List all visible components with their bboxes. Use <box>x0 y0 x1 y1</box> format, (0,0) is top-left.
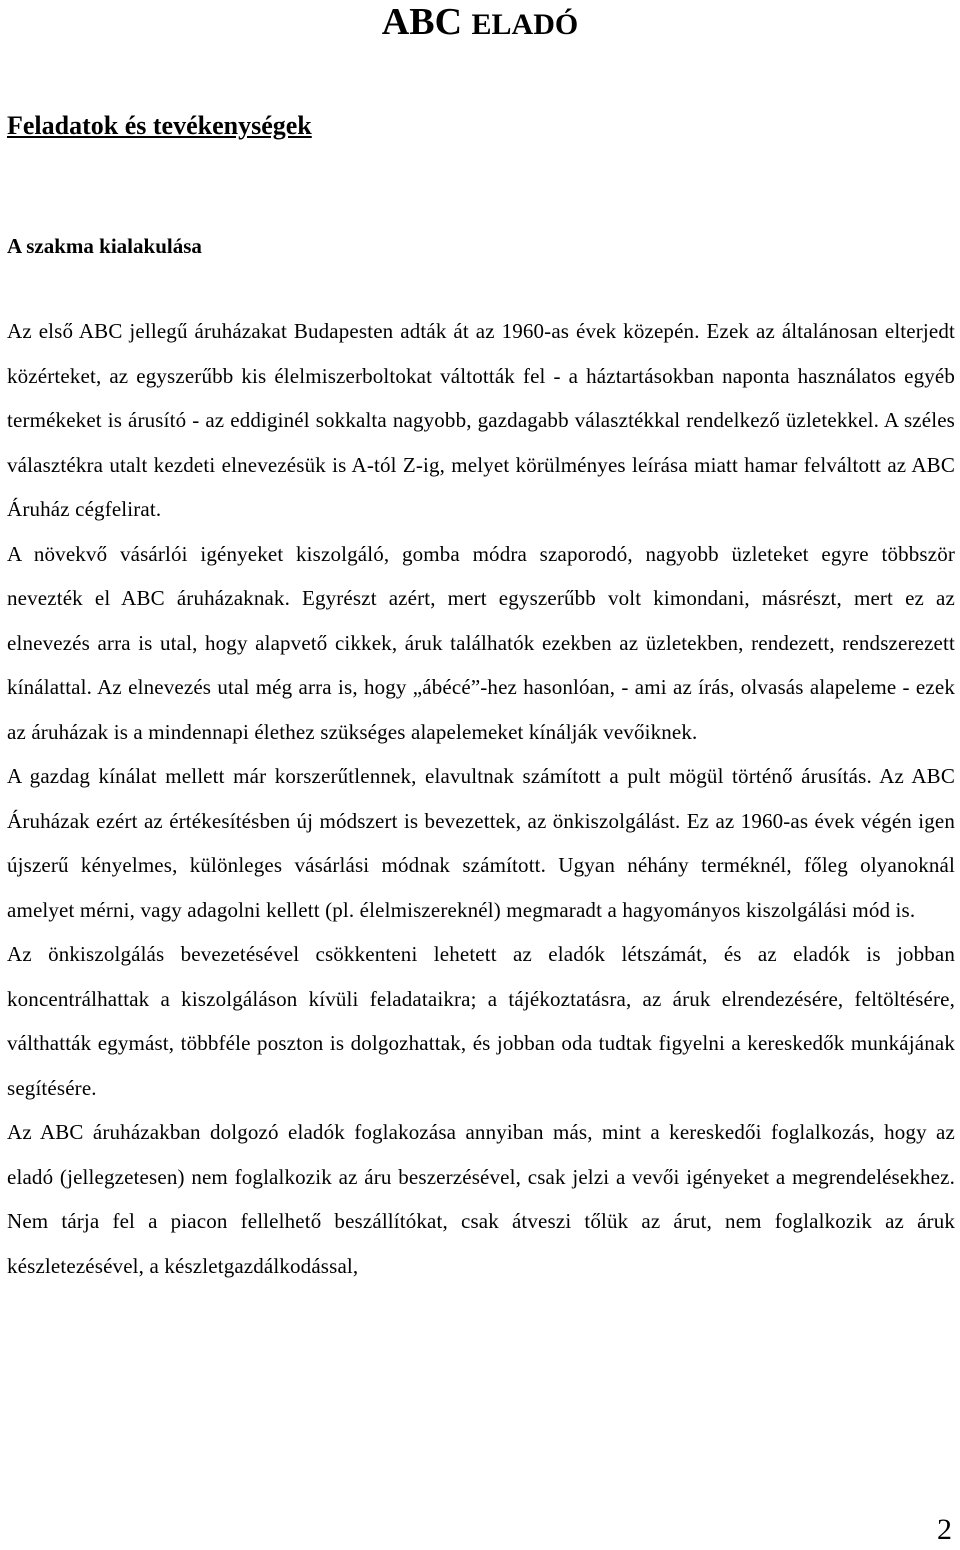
body-text <box>7 309 955 1288</box>
page-title <box>0 0 960 47</box>
section-heading: Feladatok és tevékenységek <box>7 111 312 140</box>
subheading: A szakma kialakulása <box>7 234 202 258</box>
paragraph-2: A növekvő vásárlói igényeket kiszolgáló, gomba módra szaporodó, nagyobb üzleteket egyre többször nevezték el ABC áruházaknak. Egyrészt azért, mert egyszerűbb volt kimondani, másrészt, mert ez az elnevezés arra is utal, hogy alapvető cikkek, áruk találhatók ezekben az üzletekben, rendezett, rendszerezett kínálattal. Az elnevezés utal még arra is, hogy „ábécé”-hez hasonlóan, - ami az írás, olvasás alapeleme - ezek az áruházak is a mindennapi élethez szükséges alapelemeket kínálják vevőiknek. <box>7 541 955 744</box>
paragraph-3: A gazdag kínálat mellett már korszerűtlennek, elavultnak számított a pult mögül történő árusítás. Az ABC Áruházak ezért az értékesítésben új módszert is bevezettek, az önkiszolgálást. Ez az 1960-as évek végén igen újszerű kényelmes, különleges vásárlási módnak számított. Ugyan néhány terméknél, főleg olyanoknál amelyet mérni, vagy adagolni kellett (pl. élelmiszereknél) megmaradt a hagyományos kiszolgálási mód is. <box>7 764 955 922</box>
paragraph-1: Az első ABC jellegű áruházakat Budapesten adták át az 1960-as évek közepén. Ezek az általánosan elterjedt közérteket, az egyszerűbb kis élelmiszerboltokat váltották fel - a háztartásokban naponta használatos egyéb termékeket is árusító - az eddiginél sokkalta nagyobb, gazdagabb választékkal rendelkező üzletekkel. A széles választékra utalt kezdeti elnevezésük is A-tól Z-ig, melyet körülményes leírása miatt hamar felváltott az ABC Áruház cégfelirat. <box>7 319 955 521</box>
paragraph-4: Az önkiszolgálás bevezetésével csökkenteni lehetett az eladók létszámát, és az eladók is jobban koncentrálhattak a kiszolgáláson kívüli feladataikra; a tájékoztatásra, az áruk elrendezésére, feltöltésére, válthatták egymást, többféle poszton is dolgozhattak, és jobban oda tudtak figyelni a kereskedők munkájának segítésére. <box>7 942 955 1100</box>
page-number: 2 <box>937 1513 952 1546</box>
title-rest: ELADÓ <box>471 8 579 41</box>
title-main: ABC <box>381 1 463 43</box>
paragraph-5: Az ABC áruházakban dolgozó eladók foglakozása annyiban más, mint a kereskedői foglalkozás, hogy az eladó (jellegzetesen) nem foglalkozik az áru beszerzésével, csak jelzi a vevői igényeket a megrendelésekhez. Nem tárja fel a piacon fellelhető beszállítókat, csak átveszi tőlük az árut, nem foglalkozik az áruk készletezésével, a készletgazdálkodással, <box>7 1120 955 1278</box>
